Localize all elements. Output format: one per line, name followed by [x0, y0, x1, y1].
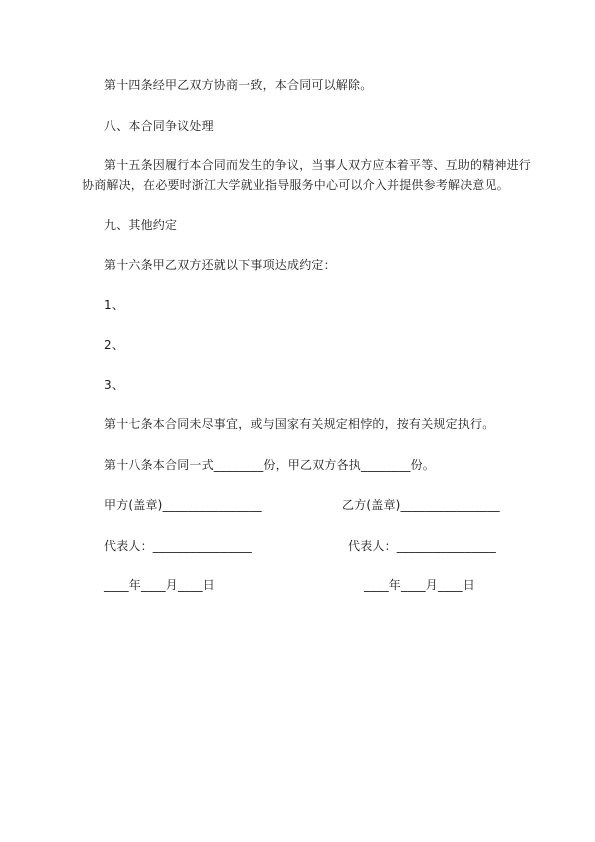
article-17: 第十七条本合同未尽事宜，或与国家有关规定相悖的，按有关规定执行。	[104, 417, 495, 431]
date-a: ____年____月____日	[104, 578, 216, 592]
article-14: 第十四条经甲乙双方协商一致，本合同可以解除。	[104, 78, 373, 92]
list-item-1: 1、	[104, 298, 125, 312]
section-8-heading: 八、本合同争议处理	[104, 119, 214, 133]
list-item-2: 2、	[104, 338, 125, 352]
article-16: 第十六条甲乙双方还就以下事项达成约定：	[104, 258, 336, 272]
date-b: ____年____月____日	[364, 578, 476, 592]
article-18: 第十八条本合同一式________份，甲乙双方各执________份。	[104, 458, 436, 472]
article-15-line-2: 协商解决，在必要时浙江大学就业指导服务中心可以介入并提供参考解决意见。	[82, 178, 510, 192]
representative-a: 代表人：________________	[104, 539, 253, 553]
party-b-seal: 乙方(盖章)________________	[342, 498, 500, 512]
article-15-line-1: 第十五条因履行本合同而发生的争议，当事人双方应本着平等、互助的精神进行	[104, 158, 532, 172]
party-a-seal: 甲方(盖章)________________	[104, 498, 262, 512]
list-item-3: 3、	[104, 378, 125, 392]
representative-b: 代表人：________________	[348, 539, 497, 553]
section-9-heading: 九、其他约定	[104, 218, 178, 232]
